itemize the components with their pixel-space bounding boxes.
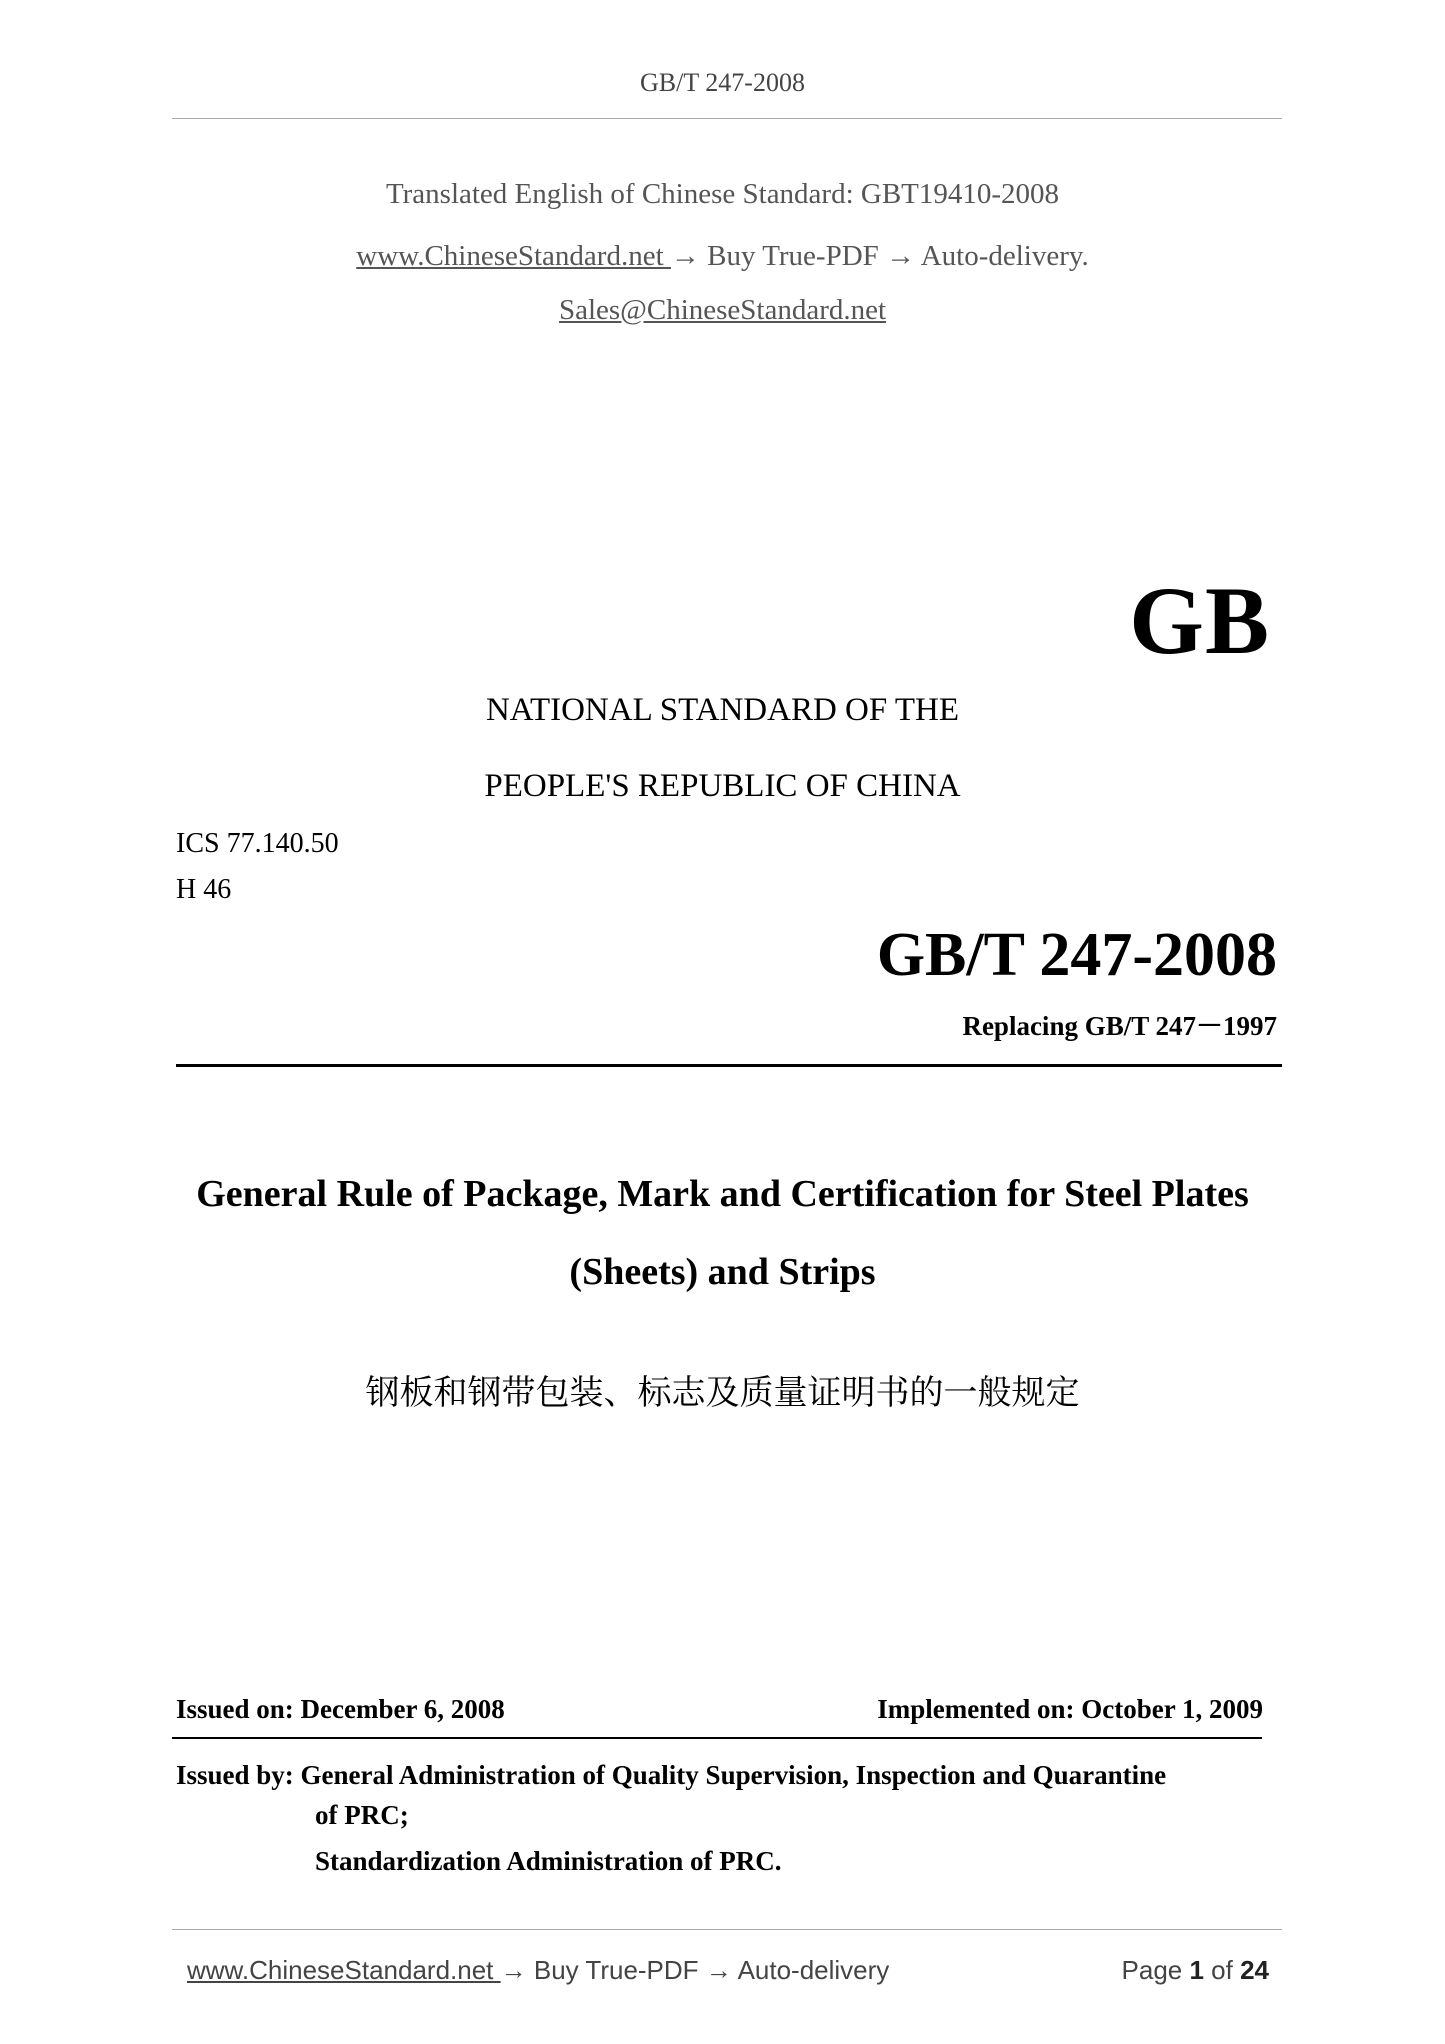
header-divider	[172, 118, 1282, 119]
footer-buy-text: Buy True-PDF	[526, 1955, 706, 1985]
issuer-aqsiq: General Administration of Quality Supervision, Inspection and Quarantine	[300, 1760, 1167, 1790]
running-header: GB/T 247-2008	[640, 68, 805, 97]
sales-email-link[interactable]: Sales@ChineseStandard.net	[558, 294, 887, 326]
title-english-line1: General Rule of Package, Mark and Certification for Steel Plates	[196, 1173, 1249, 1215]
page-label: Page	[1121, 1955, 1190, 1985]
page-of: of	[1203, 1955, 1241, 1985]
issued-by-row	[176, 1755, 1286, 1795]
buy-true-pdf-text: Buy True-PDF	[699, 240, 887, 272]
arrow-right-icon: →	[705, 1955, 732, 1985]
issued-divider	[172, 1737, 1262, 1739]
page-total: 24	[1240, 1955, 1269, 1985]
footer-site-link[interactable]: www.ChineseStandard.net	[187, 1955, 501, 1985]
national-standard-line2: PEOPLE'S REPUBLIC OF CHINA	[484, 768, 961, 804]
translated-notice: Translated English of Chinese Standard: GBT19410-2008	[385, 178, 1060, 210]
issued-by-block	[176, 1755, 1286, 1881]
arrow-right-icon: →	[670, 240, 700, 272]
national-standard-line1: NATIONAL STANDARD OF THE	[485, 692, 960, 728]
footer-promo	[187, 1955, 889, 1986]
page-indicator	[1122, 1955, 1269, 1986]
issued-on-date: Issued on: December 6, 2008	[176, 1694, 505, 1724]
auto-delivery-text: Auto-delivery.	[915, 240, 1089, 272]
gb-logo: GB	[1129, 567, 1270, 674]
title-english-line2: (Sheets) and Strips	[569, 1251, 876, 1293]
standard-number: GB/T 247-2008	[876, 921, 1277, 989]
arrow-right-icon: →	[500, 1955, 527, 1985]
title-chinese: 钢板和钢带包装、标志及质量证明书的一般规定	[365, 1374, 1080, 1412]
site-link[interactable]: www.ChineseStandard.net	[356, 240, 671, 272]
page-current: 1	[1189, 1955, 1204, 1985]
issuer-aqsiq-cont: of PRC;	[315, 1800, 409, 1830]
issuer-sac: Standardization Administration of PRC.	[315, 1846, 782, 1876]
implemented-on-date: Implemented on: October 1, 2009	[877, 1694, 1263, 1724]
arrow-right-icon: →	[886, 240, 916, 272]
footer-divider	[172, 1929, 1282, 1930]
ics-code: ICS 77.140.50	[176, 828, 339, 859]
footer-auto-delivery: Auto-delivery	[731, 1955, 890, 1985]
sales-email-line	[0, 294, 1445, 327]
title-divider	[176, 1064, 1282, 1067]
promo-buy-line	[0, 240, 1445, 273]
issued-by-label: Issued by:	[176, 1760, 301, 1790]
ccs-code: H 46	[176, 874, 232, 905]
replacing-standard: Replacing GB/T 247－1997	[962, 1011, 1277, 1041]
